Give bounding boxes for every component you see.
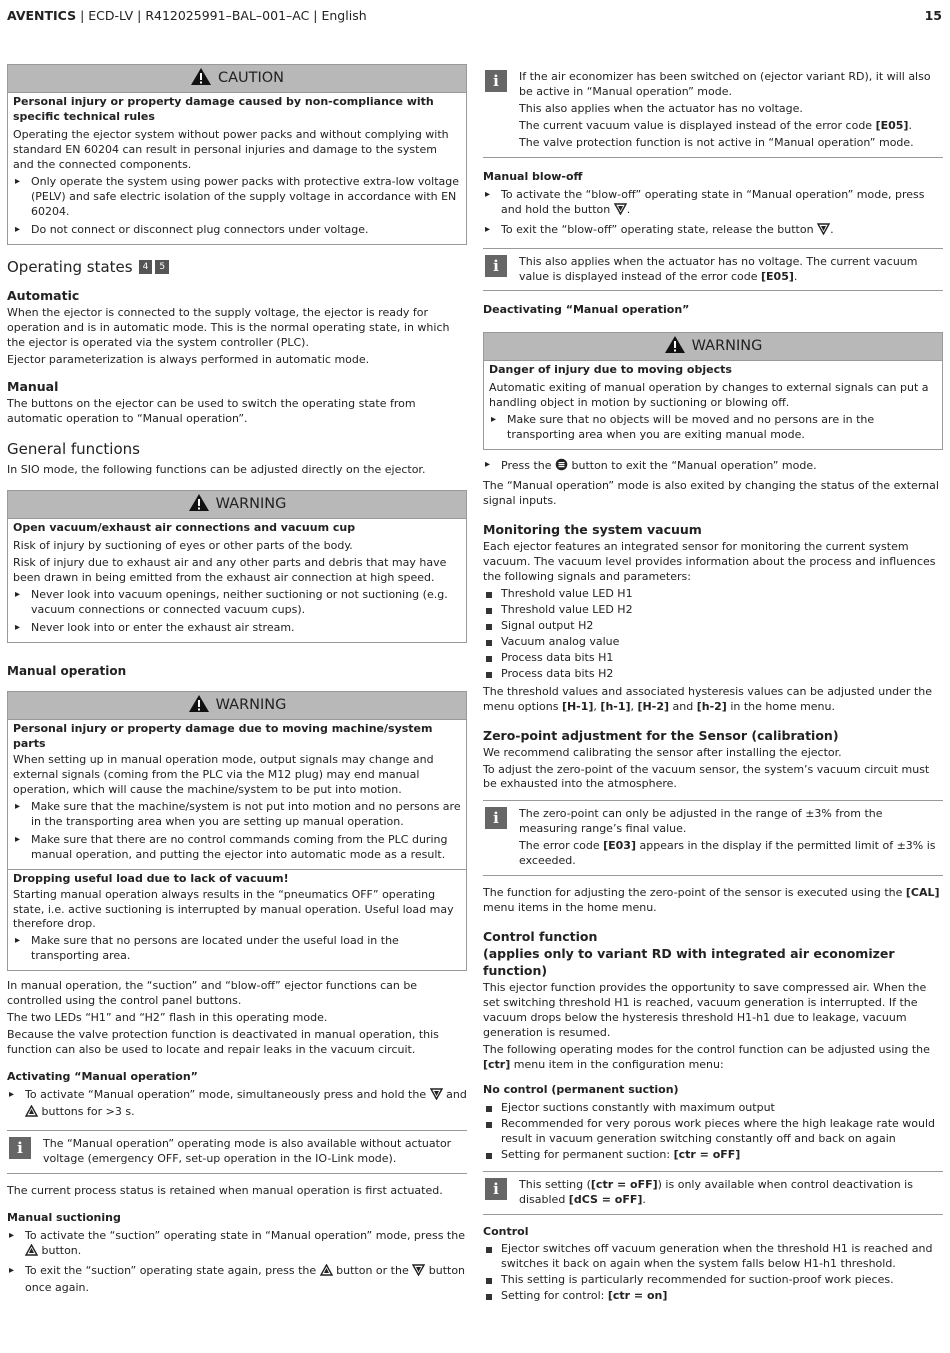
menu-code: [H-1] [561,699,594,713]
deactivating-heading: Deactivating “Manual operation” [483,303,690,317]
list-item: Threshold value LED H2 [483,603,943,618]
control-heading: Control [483,1224,529,1238]
brand: AVENTICS [7,8,77,23]
menu-code: [ctr] [483,1057,511,1071]
step-text: button. [41,1243,82,1257]
warning-title: Dropping useful load due to lack of vacuum! [13,871,289,885]
warning-title: Open vacuum/exhaust air connections and vacuum cup [13,521,356,535]
automatic-heading: Automatic [7,287,80,303]
info-text [519,839,943,869]
warning-label: WARNING [215,496,287,513]
info-text-part: The error code [519,839,604,853]
info-text-part: . [908,118,912,132]
list-item: ▸ Make sure that no objects will be moved and no persons are in the transporting area when you are exiting manual mode. [489,413,937,443]
list-item: ▸ Never look into or enter the exhaust air stream. [13,621,461,636]
setting-code: [ctr = oFF] [673,1147,741,1161]
list-item: Recommended for very porous work pieces where the high leakage rate would result in vacuum generation switching constantly off and back on again [483,1117,943,1147]
warning-text: Starting manual operation always results in the “pneumatics OFF” operating state, i.e. active suctioning is interrupted by manual operation. Useful load may therefore drop. [13,887,454,931]
operating-states-heading [7,257,467,277]
warning-text: Automatic exiting of manual operation by changes to external signals can put a handling object in motion by suctioning or blowing off. [489,381,929,410]
info-text-part: This also applies when the actuator has no voltage. The current vacuum value is displayed instead of the error code [519,254,918,283]
menu-code: [h-2] [696,699,727,713]
step-text: button once again. [25,1263,466,1294]
info-note [483,1171,943,1215]
monitoring-heading: Monitoring the system vacuum [483,522,702,538]
warning-label: WARNING [691,338,763,355]
info-note [483,64,943,158]
info-text [519,255,943,285]
text-part: menu items in the home menu. [483,901,657,915]
manual-suctioning-heading: Manual suctioning [7,1210,121,1224]
info-text [519,119,943,134]
warning-triangle-icon [190,67,212,96]
info-icon: i [485,255,507,277]
zero-point-text: To adjust the zero-point of the vacuum sensor, the system’s vacuum circuit must be exhausted into the atmosphere. [483,762,930,791]
blow-off-button-icon [614,203,627,220]
caution-text: Operating the ejector system without power packs and without complying with standard EN 60204 can result in personal injuries and damage to the system and the connected components. [13,127,449,171]
info-note [483,248,943,292]
error-code: [E05] [761,269,794,283]
menu-button-icon [555,458,568,476]
suction-button-icon [320,1264,333,1281]
text-part: , [630,699,638,713]
list-item: ▸ Make sure that there are no control commands coming from the PLC during manual operation, and putting the ejector into automatic mode as a result. [13,833,461,863]
error-code: [E03] [603,839,636,853]
list-item: ▸ Make sure that the machine/system is not put into motion and no persons are in the transporting area when you are setting up manual operation. [13,800,461,830]
list-item [483,1289,943,1304]
text-part: and [669,699,697,713]
caution-box [7,64,467,245]
step-text: buttons for >3 s. [41,1104,135,1118]
menu-code: [CAL] [905,886,940,900]
step-text: To activate “Manual operation” mode, simultaneously press and hold the [25,1088,427,1102]
manual-heading: Manual [7,378,59,394]
info-icon: i [485,70,507,92]
error-code: [E05] [875,118,909,132]
control-text [483,1043,943,1073]
activating-heading: Activating “Manual operation” [7,1070,198,1084]
list-item: Signal output H2 [483,619,943,634]
setting-code: [ctr = on] [607,1289,668,1303]
manual-op-text: In manual operation, the “suction” and “blow-off” ejector functions can be controlled using the control panel buttons. [7,979,418,1008]
page-number: 15 [924,8,942,23]
caution-bar [8,65,466,93]
info-note [483,800,943,876]
warning-triangle-icon [188,694,210,723]
info-text: This also applies when the actuator has no voltage. [519,101,803,115]
zero-point-text: We recommend calibrating the sensor after installing the ejector. [483,745,842,759]
general-text: In SIO mode, the following functions can be adjusted directly on the ejector. [7,463,426,477]
step-text: To exit the “suction” operating state again, press the [25,1263,317,1277]
info-text: If the air economizer has been switched on (ejector variant RD), it will also be active in “Manual operation” mode. [519,70,931,98]
exit-text: The “Manual operation” mode is also exited by changing the status of the external signal inputs. [483,479,939,508]
list-item [483,223,943,240]
info-icon: i [485,807,507,829]
step-text: To activate the “suction” operating state in “Manual operation” mode, press the [25,1228,465,1242]
doc-id: | ECD-LV | R412025991–BAL–001–AC | English [76,8,367,23]
info-text-part: This setting ( [519,1177,591,1191]
text-part: , [593,699,601,713]
blow-off-button-icon [430,1088,443,1105]
control-function-subheading: (applies only to variant RD with integrated air economizer function) [483,946,895,979]
text-part: The function for adjusting the zero-point of the sensor is executed using the [483,886,906,900]
warning-bar [484,333,942,361]
info-icon: i [485,1178,507,1200]
blow-off-button-icon [817,223,830,240]
info-text: The zero-point can only be adjusted in the range of ±3% from the measuring range’s final value. [519,807,883,836]
manual-op-text: Because the valve protection function is deactivated in manual operation, this function can also be used to locate and repair leaks in the vacuum circuit. [7,1028,439,1057]
text-part: Setting for control: [501,1289,608,1303]
step-text: . [626,202,631,216]
info-text-part: appears in the display if the permitted limit of ±3% is exceeded. [519,839,936,868]
info-text-part: The current vacuum value is displayed instead of the error code [519,118,876,132]
operating-states-title: Operating states [7,257,133,276]
info-text [519,1178,943,1208]
warning-label: WARNING [215,697,287,714]
zero-point-heading: Zero-point adjustment for the Sensor (calibration) [483,727,839,743]
warning-title: Danger of injury due to moving objects [489,363,732,377]
list-item [7,1264,467,1296]
text-part: The threshold values and associated hysteresis values can be adjusted under the menu options [483,684,932,713]
step-text: To exit the “blow-off” operating state, release the button [501,222,814,236]
warning-text: When setting up in manual operation mode, output signals may change and external signals (coming from the PLC via the M12 plug) may end manual operation, which will cause the machine/system to be put into motion. [13,752,434,796]
text-part: Setting for permanent suction: [501,1147,674,1161]
figure-tag: 4 [139,260,153,274]
caution-label: CAUTION [217,70,285,86]
warning-title: Personal injury or property damage due to moving machine/system parts [13,722,433,750]
list-item [483,188,943,220]
warning-text: Risk of injury due to exhaust air and any other parts and debris that may have been drawn in being emitted from the exhaust air connection at high speed. [13,555,447,584]
warning-bar [8,692,466,720]
info-icon: i [9,1137,31,1159]
text-part: The following operating modes for the control function can be adjusted using the [483,1042,930,1056]
manual-op-text: The two LEDs “H1” and “H2” flash in this operating mode. [7,1011,328,1025]
suction-button-icon [25,1105,38,1122]
list-item [483,458,943,476]
list-item: Ejector suctions constantly with maximum output [483,1101,943,1116]
manual-operation-heading: Manual operation [7,663,127,678]
general-functions-heading: General functions [7,439,140,458]
monitoring-text: Each ejector features an integrated sensor for monitoring the current system vacuum. The vacuum level provides information about the process and influences the following signals and parameters: [483,540,936,583]
step-text: . [830,222,834,236]
page-header [7,7,942,27]
list-item: Vacuum analog value [483,635,943,650]
step-text: Press the [501,459,552,473]
step-text: button to exit the “Manual operation” mode. [571,459,817,473]
no-control-heading: No control (permanent suction) [483,1082,679,1096]
list-item: Process data bits H2 [483,667,943,682]
info-text: The “Manual operation” operating mode is also available without actuator voltage (emergency OFF, set-up operation in the IO-Link mode). [43,1136,452,1165]
caution-title: Personal injury or property damage caused by non-compliance with specific technical rules [13,95,434,123]
blow-off-button-icon [412,1264,425,1281]
info-text-part: ) is only available when control deactivation is disabled [519,1177,913,1206]
warning-triangle-icon [664,335,686,364]
monitoring-text [483,685,943,715]
list-item: ▸ Never look into vacuum openings, neither suctioning or not suctioning (e.g. vacuum connections or connected vacuum cups). [13,588,461,618]
info-text: The valve protection function is not active in “Manual operation” mode. [519,135,914,149]
process-status-text: The current process status is retained when manual operation is first actuated. [7,1183,443,1197]
list-item: ▸ Make sure that no persons are located under the useful load in the transporting area. [13,934,461,964]
calibration-text [483,886,943,916]
suction-button-icon [25,1244,38,1261]
step-text: and [446,1088,467,1102]
setting-code: [ctr = oFF] [590,1177,658,1191]
figure-tag: 5 [155,260,169,274]
list-item: Process data bits H1 [483,651,943,666]
list-item: This setting is particularly recommended for suction-proof work pieces. [483,1273,943,1288]
text-part: in the home menu. [726,699,836,713]
warning-box-moving-objects [483,332,943,450]
list-item [7,1088,467,1122]
left-column [7,64,467,1299]
control-function-heading: Control function [483,929,598,945]
setting-code: [dCS = oFF] [568,1192,643,1206]
warning-box-vacuum [7,490,467,643]
control-text: This ejector function provides the opportunity to save compressed air. When the set switching threshold H1 is reached, vacuum generation is interrupted. If the vacuum drops below the hysteresis threshold H1-h1 due to leakage, vacuum generation is resumed. [483,981,927,1039]
manual-text: The buttons on the ejector can be used to switch the operating state from automatic operation to “Manual operation”. [7,396,416,425]
menu-code: [h-1] [600,699,631,713]
info-text-part: . [793,269,798,283]
list-item [483,1148,943,1163]
right-column [483,64,943,1307]
text-part: menu item in the configuration menu: [510,1057,724,1071]
list-item: ▸ Do not connect or disconnect plug connectors under voltage. [13,223,461,238]
step-text: button or the [336,1263,409,1277]
info-note [7,1130,467,1174]
manual-blow-off-heading: Manual blow-off [483,169,583,183]
warning-triangle-icon [188,493,210,522]
menu-code: [H-2] [637,699,670,713]
warning-bar [8,491,466,519]
step-text: To activate the “blow-off” operating state in “Manual operation” mode, press and hold the button [501,187,925,216]
list-item: ▸ Only operate the system using power packs with protective extra-low voltage (PELV) and safe electric isolation of the supply voltage in accordance with EN 60204. [13,175,461,220]
warning-text: Risk of injury by suctioning of eyes or other parts of the body. [13,538,353,552]
warning-box-moving-parts [7,691,467,971]
info-text-part: . [642,1192,646,1206]
list-item: Threshold value LED H1 [483,587,943,602]
list-item: Ejector switches off vacuum generation when the threshold H1 is reached and switches it back on again when the system falls below H1-h1 threshold. [483,1242,943,1272]
list-item [7,1229,467,1261]
automatic-text: When the ejector is connected to the supply voltage, the ejector is ready for operation and is in automatic mode. This is the normal operating state, in which the ejector is operated via the system controller (PLC). [7,305,450,349]
automatic-text: Ejector parameterization is always performed in automatic mode. [7,352,370,366]
